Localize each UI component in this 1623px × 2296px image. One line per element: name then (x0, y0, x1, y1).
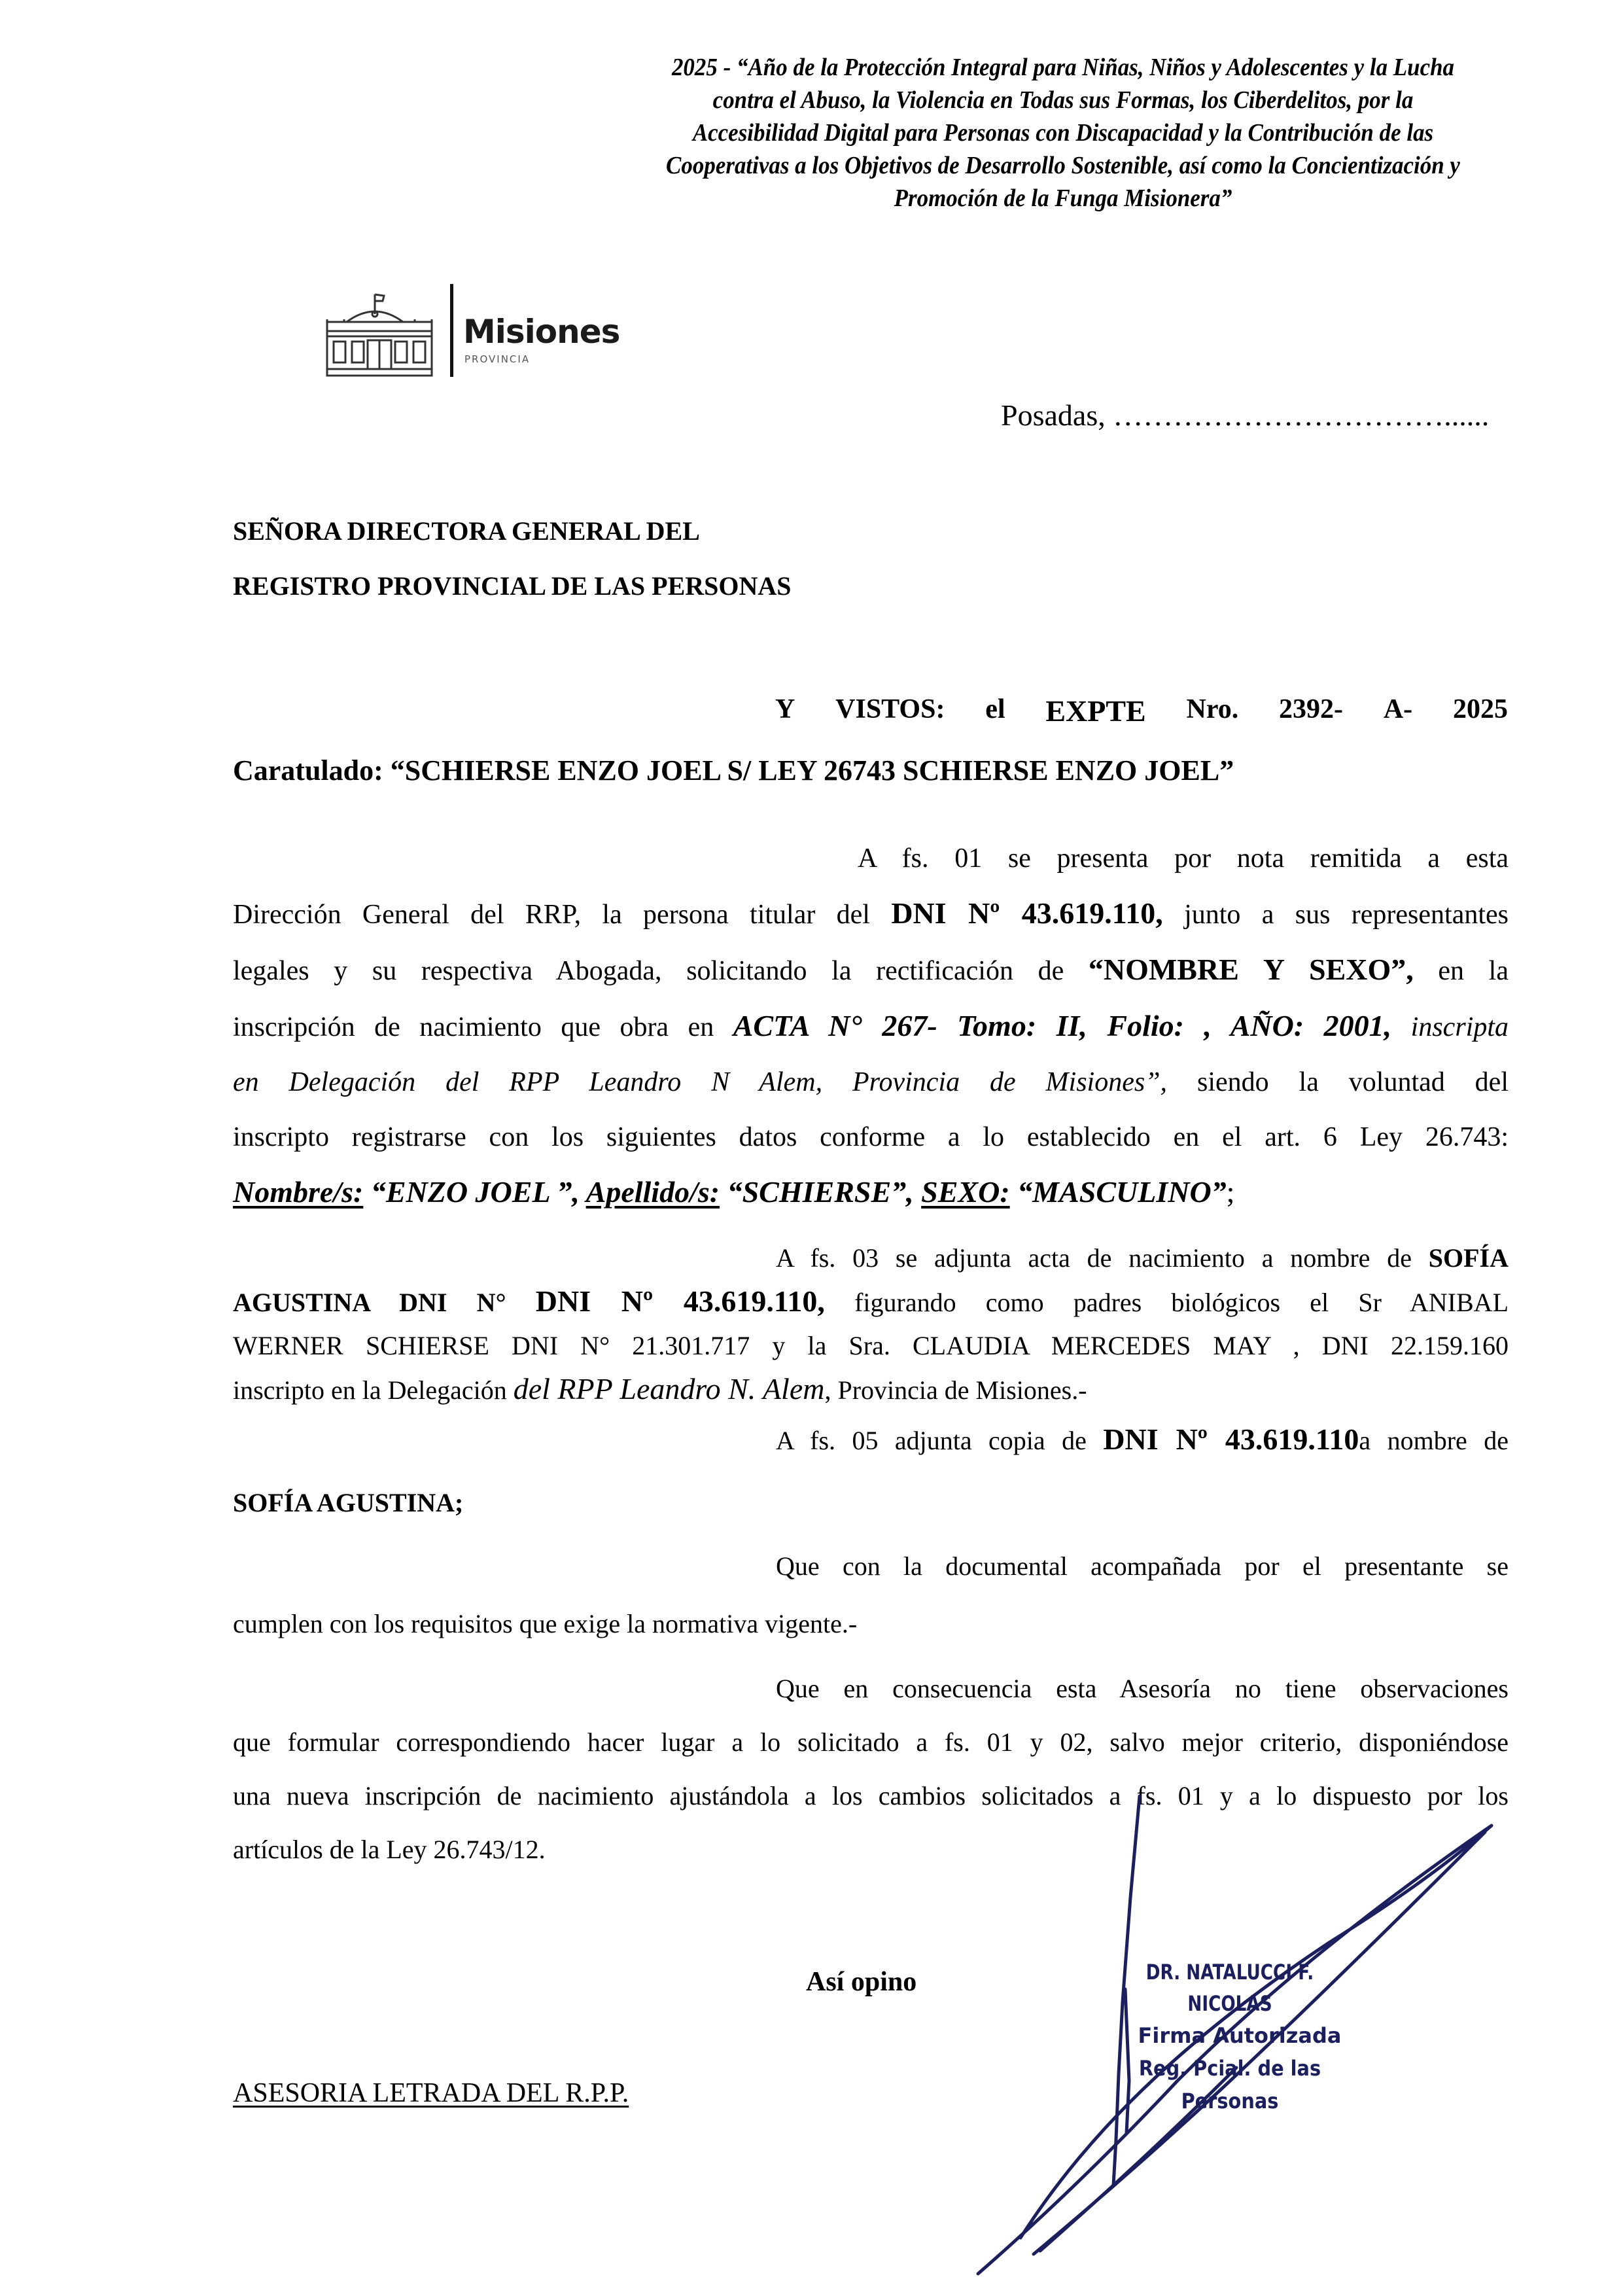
apellido-value: “SCHIERSE”, (720, 1175, 922, 1209)
expte-word: VISTOS: (835, 694, 945, 724)
text-line (233, 1237, 1509, 1280)
motto-line: Promoción de la Funga Misionera” (894, 185, 1232, 212)
apellido-label: Apellido/s: (585, 1175, 720, 1209)
text-run: Dirección General del RRP, la persona titular del (233, 900, 892, 930)
text-run: , Provincia de Misiones.- (824, 1375, 1087, 1405)
text-run: siendo la voluntad del (1167, 1067, 1509, 1097)
stamp-institution: Reg. Pcial. de las Personas (1138, 2056, 1321, 2113)
paragraph-birth-certificate (233, 1237, 1509, 1412)
logo-subtitle: PROVINCIA (464, 353, 531, 365)
caratula-label: Caratulado: (233, 754, 383, 786)
text-run: figurando como padres biológicos el Sr ANIBAL (824, 1288, 1509, 1317)
text-line: A fs. 01 se presenta por nota remitida a esta (858, 843, 1509, 874)
text-line: que formular correspondiendo hacer lugar a lo solicitado a fs. 01 y 02, salvo mejor criterio, disponiéndose (233, 1727, 1509, 1757)
closing-phrase: Así opino (806, 1967, 917, 1997)
text-run: inscripción de nacimiento que obra en (233, 1012, 733, 1042)
addressee-line: REGISTRO PROVINCIAL DE LAS PERSONAS (233, 571, 792, 601)
text-run: en la (1413, 956, 1509, 986)
text-run: a nombre de (1359, 1426, 1509, 1455)
official-year-motto (602, 51, 1524, 215)
text-line (233, 942, 1509, 998)
acta-reference: ACTA N° 267- Tomo: II, Folio: , AÑO: 2001, (733, 1009, 1392, 1042)
text-line: una nueva inscripción de nacimiento ajustándola a los cambios solicitados a fs. 01 y a lo dispuesto por los (233, 1781, 1509, 1810)
expte-letter: A- (1383, 694, 1413, 724)
text-run: legales y su respectiva Abogada, solicitando la rectificación de (233, 956, 1089, 986)
text-run: A fs. 03 se adjunta acta de nacimiento a nombre de (776, 1243, 1429, 1273)
place-date: Posadas, ……………………………...... (1001, 398, 1490, 432)
caratula-value: “SCHIERSE ENZO JOEL S/ LEY 26743 SCHIERSE ENZO JOEL” (390, 754, 1234, 786)
issuing-office: ASESORIA LETRADA DEL R.P.P. (233, 2078, 629, 2108)
paragraph-dni-copy (233, 1413, 1509, 1539)
expte-word: el (985, 694, 1005, 724)
text-line (233, 1413, 1509, 1467)
dni-number: DNI Nº 43.619.110 (1103, 1422, 1359, 1456)
text-line: cumplen con los requisitos que exige la normativa vigente.- (233, 1609, 858, 1638)
motto-line: Accesibilidad Digital para Personas con Discapacidad y la Contribución de las (692, 119, 1434, 147)
text-line (233, 1368, 1509, 1412)
nombre-value: “ENZO JOEL ”, (363, 1175, 586, 1209)
logo-divider (450, 284, 453, 377)
misiones-logo (321, 281, 635, 380)
delegation-reference: en Delegación del RPP Leandro N Alem, Provincia de Misiones”, (233, 1067, 1168, 1097)
logo-brand: Misiones (463, 313, 620, 351)
addressee-line: SEÑORA DIRECTORA GENERAL DEL (233, 516, 700, 546)
government-building-icon (321, 281, 438, 380)
text-line: WERNER SCHIERSE DNI N° 21.301.717 y la Sra. CLAUDIA MERCEDES MAY , DNI 22.159.160 (233, 1331, 1509, 1360)
sexo-value: “MASCULINO” (1009, 1175, 1227, 1209)
expte-number: 2392- (1279, 694, 1344, 724)
motto-line: 2025 - “Año de la Protección Integral para Niñas, Niños y Adolescentes y la Lucha (671, 54, 1455, 81)
text-line: artículos de la Ley 26.743/12. (233, 1835, 546, 1864)
expte-word: Nro. (1186, 694, 1239, 724)
paragraph-requirements (233, 1538, 1509, 1653)
text-line (233, 998, 1509, 1055)
previous-name-line: SOFÍA AGUSTINA; (233, 1488, 464, 1517)
previous-name: SOFÍA (1428, 1243, 1509, 1273)
dni-number: DNI Nº 43.619.110, (891, 896, 1163, 930)
stamp-name: DR. NATALUCCI F. NICOLAS (1145, 1960, 1314, 2016)
paragraph-request (233, 831, 1509, 1220)
sexo-label: SEXO: (921, 1175, 1010, 1209)
nombre-label: Nombre/s: (233, 1175, 364, 1209)
motto-line: Cooperativas a los Objetivos de Desarrollo Sostenible, así como la Concientización y (666, 152, 1460, 179)
delegation-reference: del RPP Leandro N. Alem (513, 1372, 825, 1405)
text-line (233, 886, 1509, 942)
paragraph-conclusion (233, 1662, 1509, 1877)
caratula (233, 754, 1234, 787)
text-line: inscripto registrarse con los siguientes datos conforme a lo establecido en el art. 6 Ley 26.743: (233, 1122, 1509, 1152)
requested-data-line (233, 1165, 1509, 1220)
text-line (233, 1055, 1509, 1110)
expte-word: Y (775, 694, 795, 724)
text-run: inscripto en la Delegación (233, 1375, 514, 1405)
dni-number: DNI Nº 43.619.110, (535, 1284, 825, 1318)
text-line: Que en consecuencia esta Asesoría no tiene observaciones (776, 1674, 1509, 1703)
previous-name: AGUSTINA DNI N° (233, 1288, 536, 1317)
motto-line: contra el Abuso, la Violencia en Todas sus Formas, los Ciberdelitos, por la (712, 86, 1414, 114)
expte-year: 2025 (1452, 694, 1508, 724)
text-run: A fs. 05 adjunta copia de (776, 1426, 1104, 1455)
text-line: Que con la documental acompañada por el presentante se (776, 1551, 1509, 1581)
expte-word: EXPTE (1045, 694, 1146, 728)
text-line (233, 1280, 1509, 1324)
text-run: ; (1226, 1175, 1235, 1209)
text-run: inscripta (1391, 1012, 1509, 1042)
requested-change: “NOMBRE Y SEXO”, (1088, 953, 1414, 986)
stamp-role: Firma Autorizada (1138, 2023, 1342, 2048)
addressee (233, 504, 792, 614)
official-stamp (1092, 1956, 1367, 2117)
expediente-reference (775, 694, 1508, 728)
text-run: junto a sus representantes (1162, 900, 1509, 930)
